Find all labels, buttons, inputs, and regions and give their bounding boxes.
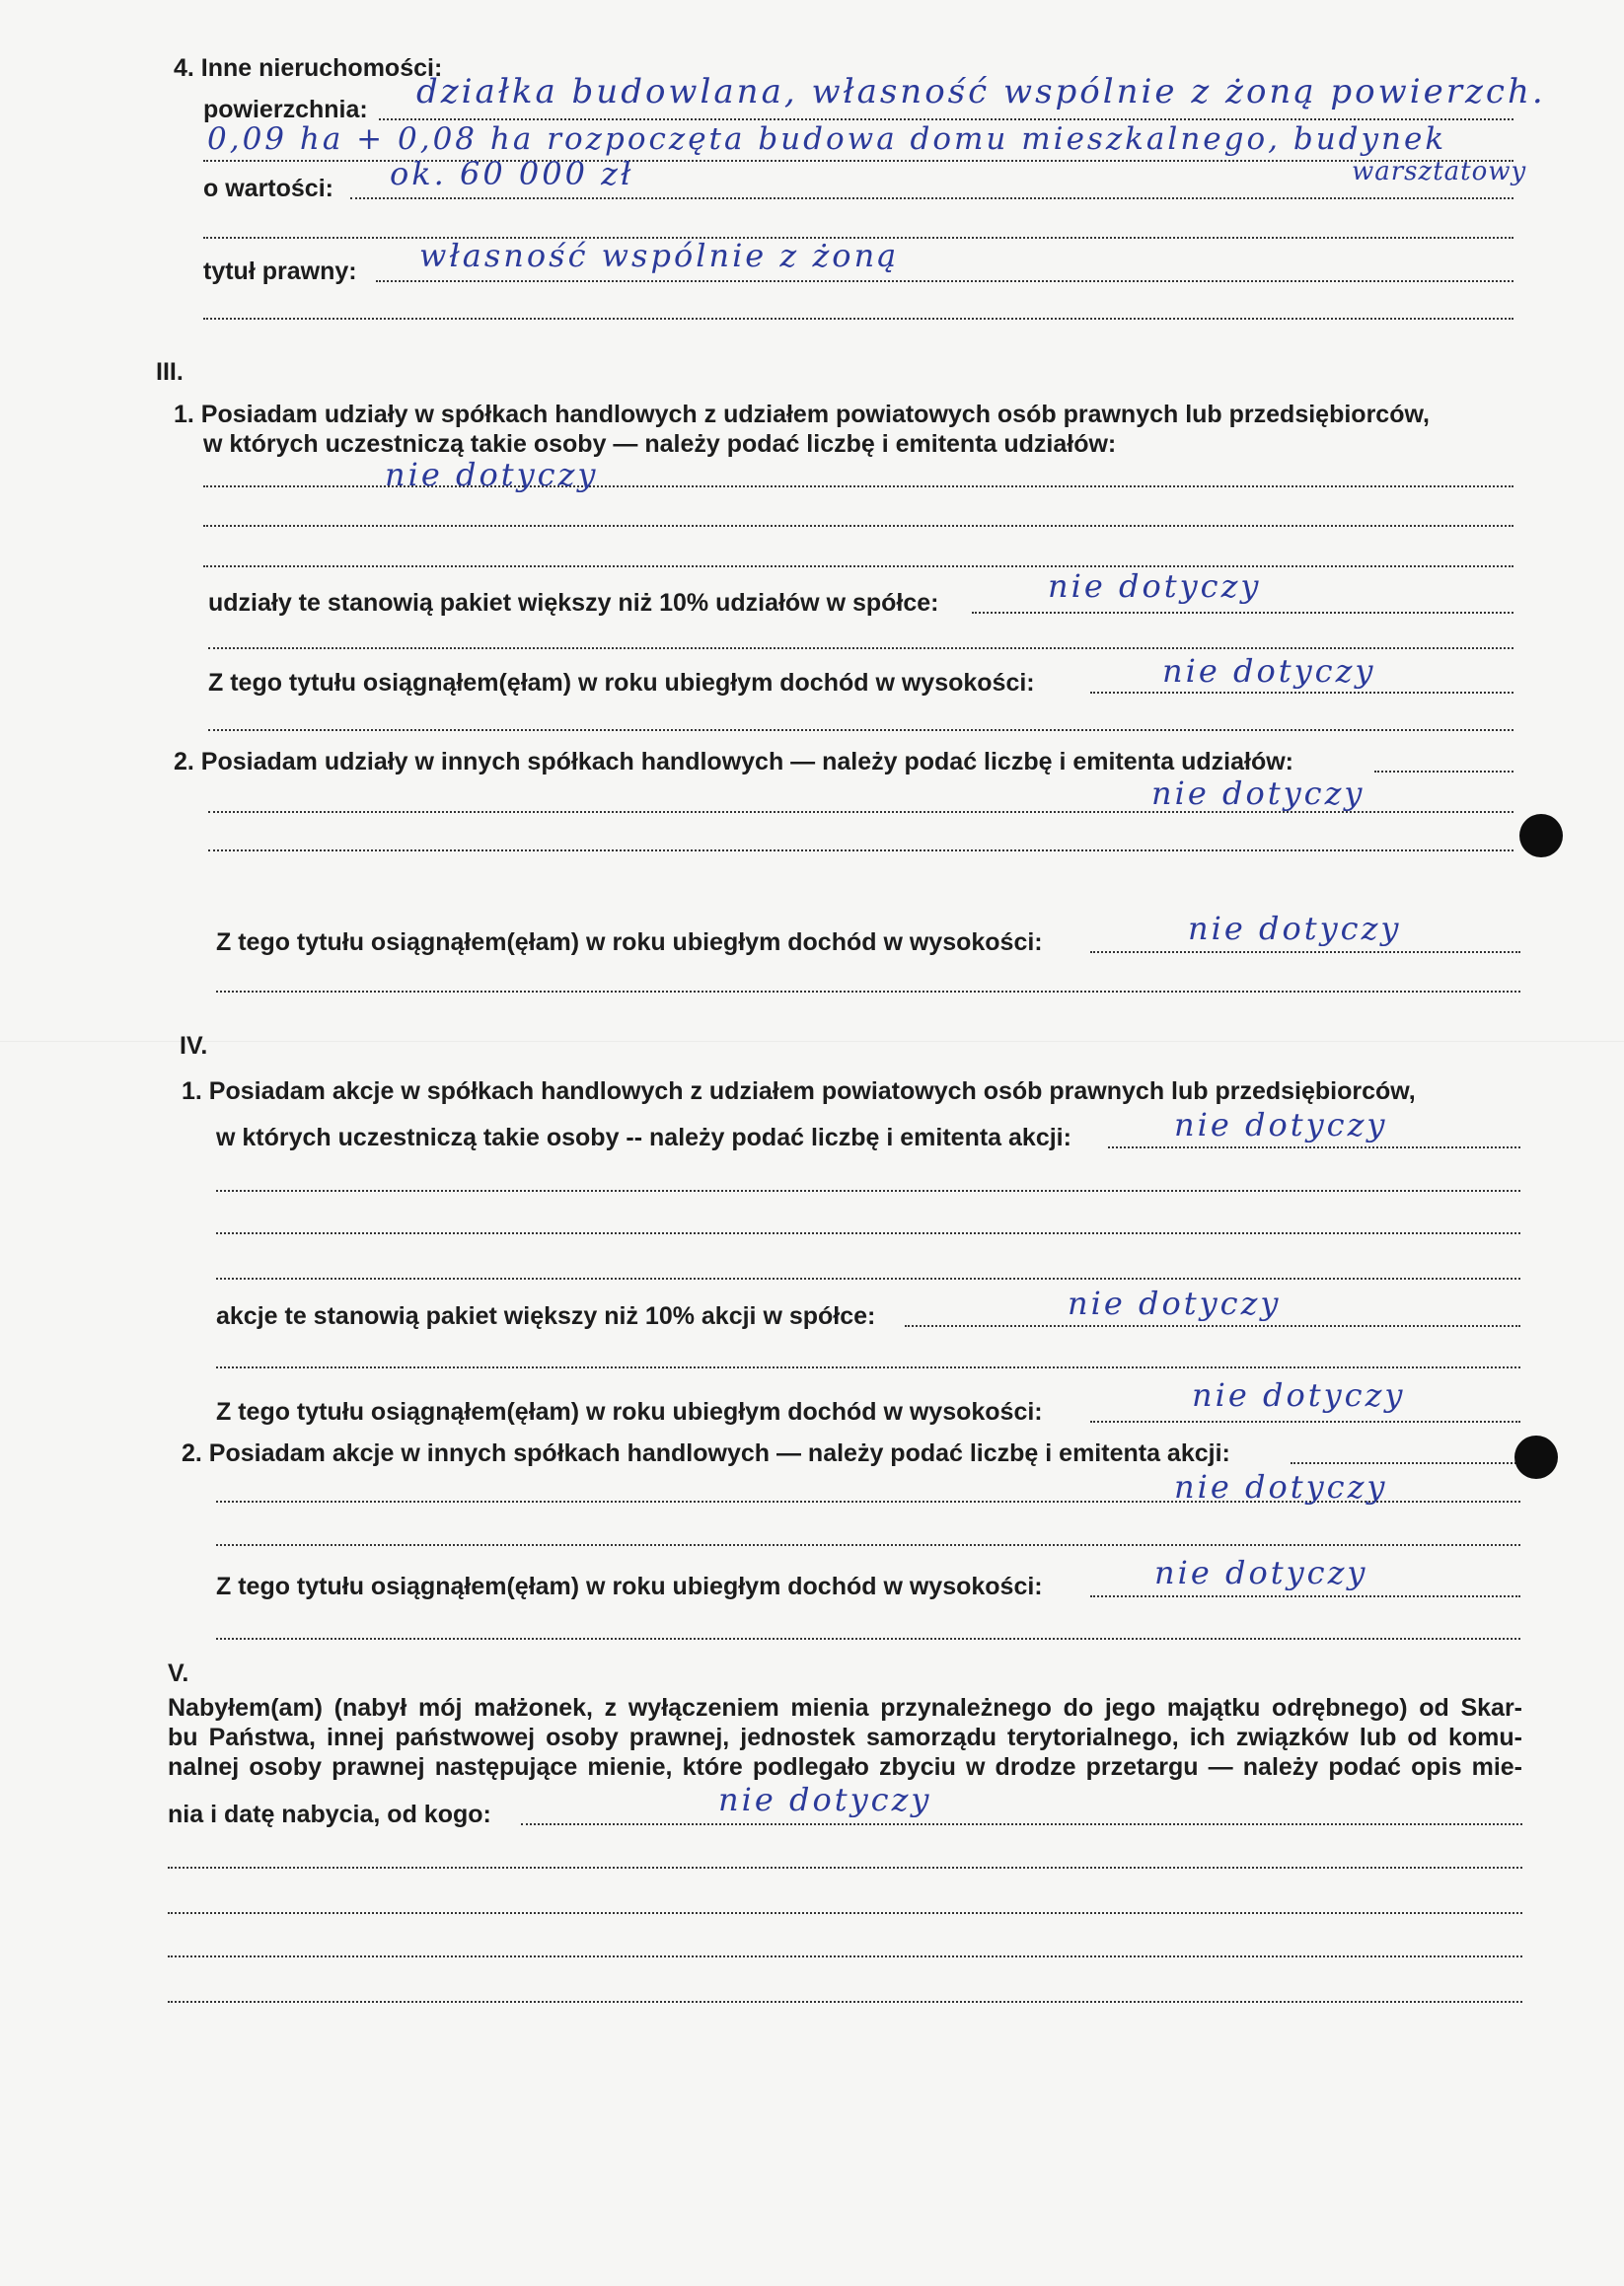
stocks-pakiet-label: akcje te stanowią pakiet większy niż 10% akcji w spółce: [216,1302,876,1330]
legal-title-label: tytuł prawny: [203,258,357,285]
shares-question-2-dotted-line [1374,771,1513,773]
shares-pakiet-dotted-line [972,612,1513,614]
acquisition-paragraph-line-1: Nabyłem(am) (nabył mój małżonek, z wyłączeniem mienia przynależnego do jego majątku odrębnego) od Skar- [168,1694,1522,1722]
section-V-heading: V. [168,1659,189,1687]
acquisition-paragraph-line-4: nia i datę nabycia, od kogo: [168,1801,491,1828]
stocks-question-1-line-1: 1. Posiadam akcje w spółkach handlowych z udziałem powiatowych osób prawnych lub przedsiębiorców, [182,1077,1416,1105]
stocks-income-1-handwriting: nie dotyczy [1192,1376,1406,1414]
stocks-dotted-line [216,1190,1520,1192]
acquisition-dotted-line [521,1823,1522,1825]
stocks-question-1-dotted-line [1108,1146,1520,1148]
shares-income-1-dotted-line [1090,692,1513,694]
shares-question-2-label: 2. Posiadam udziały w innych spółkach handlowych — należy podać liczbę i emitenta udziałów: [174,748,1293,775]
area-handwriting-1: działka budowlana, własność wspólnie z żoną powierzch. [416,72,1546,111]
value-handwriting: ok. 60 000 zł [390,155,634,192]
stocks-dotted-line [216,1544,1520,1546]
legal-title-handwriting: własność wspólnie z żoną [419,237,900,274]
acquisition-dotted-line [168,1867,1522,1869]
shares-dotted-line [203,525,1513,527]
stocks-income-1-label: Z tego tytułu osiągnąłem(ęłam) w roku ubiegłym dochód w wysokości: [216,1398,1043,1426]
acquisition-handwriting: nie dotyczy [718,1781,932,1818]
stocks-question-1-handwriting: nie dotyczy [1174,1106,1388,1143]
section-4-heading: 4. Inne nieruchomości: [174,54,443,82]
shares-dotted-line [208,849,1513,851]
stocks-question-2-label: 2. Posiadam akcje w innych spółkach handlowych — należy podać liczbę i emitenta akcji: [182,1439,1230,1467]
acquisition-dotted-line [168,2001,1522,2003]
shares-income-2-dotted-line [1090,951,1520,953]
value-label: o wartości: [203,175,333,202]
acquisition-dotted-line [168,1912,1522,1914]
stocks-dotted-line [216,1366,1520,1368]
shares-income-1-handwriting: nie dotyczy [1162,652,1376,690]
stocks-pakiet-handwriting: nie dotyczy [1068,1285,1282,1322]
stocks-income-2-label: Z tego tytułu osiągnąłem(ęłam) w roku ubiegłym dochód w wysokości: [216,1573,1043,1600]
paper-fold [0,1041,1624,1042]
stocks-question-1-line-2: w których uczestniczą takie osoby -- należy podać liczbę i emitenta akcji: [216,1124,1071,1151]
shares-dotted-line [203,565,1513,567]
stocks-income-2-handwriting: nie dotyczy [1154,1554,1368,1591]
area-dotted-line [379,118,1513,120]
stocks-question-2-handwriting: nie dotyczy [1174,1468,1388,1506]
legal-title-dotted-line [376,280,1513,282]
shares-question-1-line-1: 1. Posiadam udziały w spółkach handlowych z udziałem powiatowych osób prawnych lub przedsiębiorców, [174,401,1430,428]
value-dotted-line [350,197,1513,199]
area-handwriting-2: 0,09 ha + 0,08 ha rozpoczęta budowa domu mieszkalnego, budynek [207,121,1447,157]
stocks-pakiet-dotted-line [905,1325,1520,1327]
area-handwriting-3: warsztatowy [1352,157,1527,186]
acquisition-paragraph-line-2: bu Państwa, innej państwowej osoby prawnej, jednostek samorządu terytorialnego, ich związków lub od komu- [168,1724,1522,1751]
shares-question-1-line-2: w których uczestniczą takie osoby — należy podać liczbę i emitenta udziałów: [203,430,1117,458]
acquisition-paragraph-line-3: nalnej osoby prawnej następujące mienie, które podlegało zbyciu w drodze przetargu — należy podać opis mie- [168,1753,1522,1781]
shares-income-1-label: Z tego tytułu osiągnąłem(ęłam) w roku ubiegłym dochód w wysokości: [208,669,1035,697]
stocks-question-2-dotted-line [1291,1462,1520,1464]
shares-income-2-label: Z tego tytułu osiągnąłem(ęłam) w roku ubiegłym dochód w wysokości: [216,928,1043,956]
stocks-dotted-line [216,1232,1520,1234]
punch-hole [1519,814,1563,857]
shares-dotted-line [216,991,1520,993]
shares-pakiet-handwriting: nie dotyczy [1048,567,1262,605]
shares-question-2-handwriting: nie dotyczy [1151,774,1366,812]
stocks-income-2-dotted-line [1090,1595,1520,1597]
shares-question-1-handwriting: nie dotyczy [385,456,599,493]
stocks-income-1-dotted-line [1090,1421,1520,1423]
shares-pakiet-label: udziały te stanowią pakiet większy niż 10% udziałów w spółce: [208,589,939,617]
shares-dotted-line [208,647,1513,649]
shares-dotted-line [208,729,1513,731]
stocks-dotted-line [216,1638,1520,1640]
stocks-dotted-line [216,1278,1520,1280]
punch-hole [1514,1436,1558,1479]
acquisition-dotted-line [168,1955,1522,1957]
shares-income-2-handwriting: nie dotyczy [1188,910,1402,947]
section-III-heading: III. [156,358,184,386]
section-IV-heading: IV. [180,1032,208,1060]
blank-dotted-line [203,318,1513,320]
area-label: powierzchnia: [203,96,368,123]
